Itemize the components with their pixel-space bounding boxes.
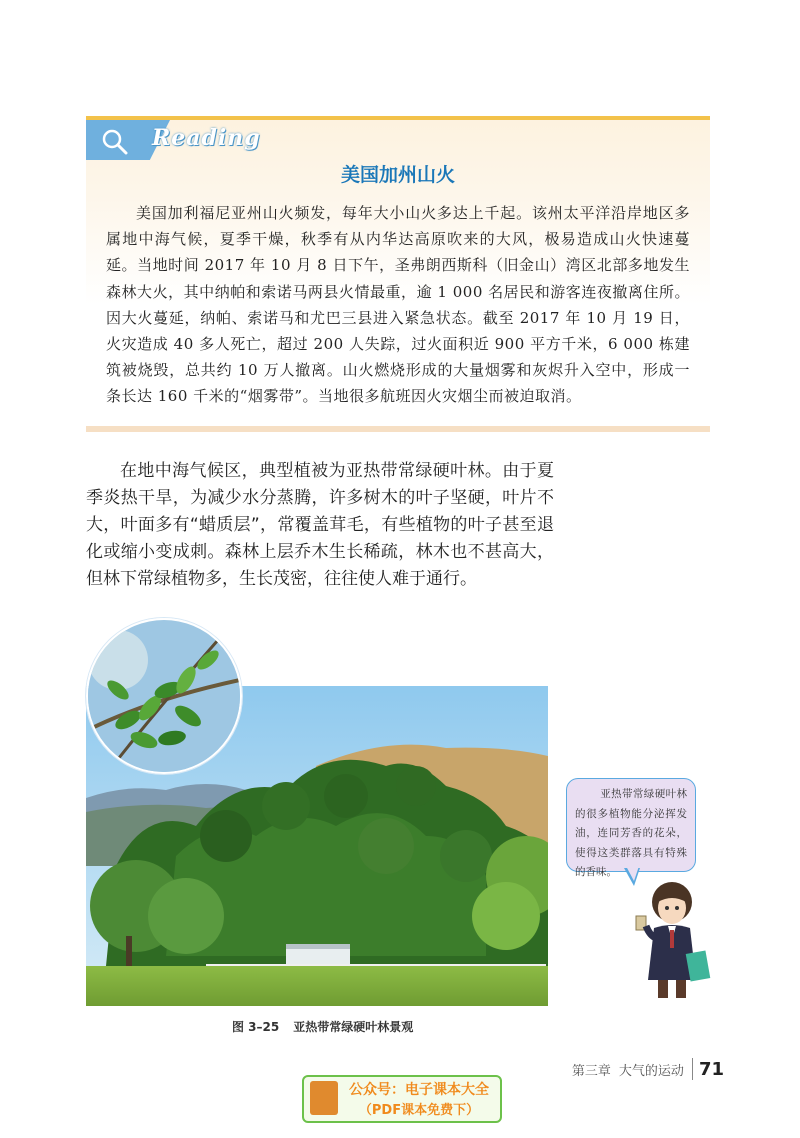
page-number: 71 <box>698 1058 724 1080</box>
speech-bubble-text: 亚热带常绿硬叶林的很多植物能分泌挥发油，连同芳香的花朵，使得这类群落具有特殊的香味。 <box>575 788 687 878</box>
speech-bubble-tail-inner <box>626 866 639 881</box>
watermark-line2: （PDF课本免费下） <box>358 1103 480 1118</box>
footer-section: 大气的运动 <box>618 1063 684 1079</box>
reading-title: 美国加州山火 <box>340 164 455 186</box>
reading-box <box>86 116 710 430</box>
footer-divider <box>692 1058 693 1080</box>
page-footer <box>572 1058 724 1080</box>
figure-caption <box>232 1018 413 1035</box>
magnifier-icon <box>96 126 136 158</box>
footer-chapter: 第三章 <box>571 1063 611 1079</box>
student-character-icon <box>630 880 720 1000</box>
reading-top-rule <box>86 116 710 120</box>
reading-label: Reading <box>152 125 261 151</box>
watermark-line1: 公众号：电子课本大全 <box>349 1082 489 1098</box>
figure-number: 图 3–25 <box>232 1020 280 1034</box>
watermark-banner <box>302 1075 502 1123</box>
figure-caption-text: 亚热带常绿硬叶林景观 <box>293 1020 414 1034</box>
speech-bubble <box>566 778 696 878</box>
leaf-closeup-inset <box>86 618 242 774</box>
book-logo-icon <box>310 1081 338 1115</box>
main-paragraph: 在地中海气候区，典型植被为亚热带常绿硬叶林。由于夏季炎热干旱，为减少水分蒸腾，许多树木的叶子坚硬，叶片不大，叶面多有“蜡质层”，常覆盖茸毛，有些植物的叶子甚至退化或缩小变成刺。森林上层乔木生长稀疏，林木也不甚高大，但林下常绿植物多，生长茂密，往往使人难于通行。 <box>86 461 554 589</box>
reading-bottom-rule <box>86 426 710 432</box>
reading-paragraph: 美国加利福尼亚州山火频发，每年大小山火多达上千起。该州太平洋沿岸地区多属地中海气候，夏季干燥，秋季有从内华达高原吹来的大风，极易造成山火快速蔓延。当地时间 2017 年 10 月 8 日下午，圣弗朗西斯科（旧金山）湾区北部多地发生森林大火，其中纳帕和索诺马两县火情最重，逾 1 000 名居民和游客连夜撤离住所。因大火蔓延，纳帕、索诺马和尤巴三县进入紧急状态。截至 2017 年 10 月 19 日，火灾造成 40 多人死亡，超过 200 人失踪，过火面积近 900 平方千米，6 000 栋建筑被烧毁，总共约 10 万人撤离。山火燃烧形成的大量烟雾和灰烬升入空中，形成一条长达 160 千米的“烟雾带”。当地很多航班因火灾烟尘而被迫取消。 <box>106 204 690 406</box>
